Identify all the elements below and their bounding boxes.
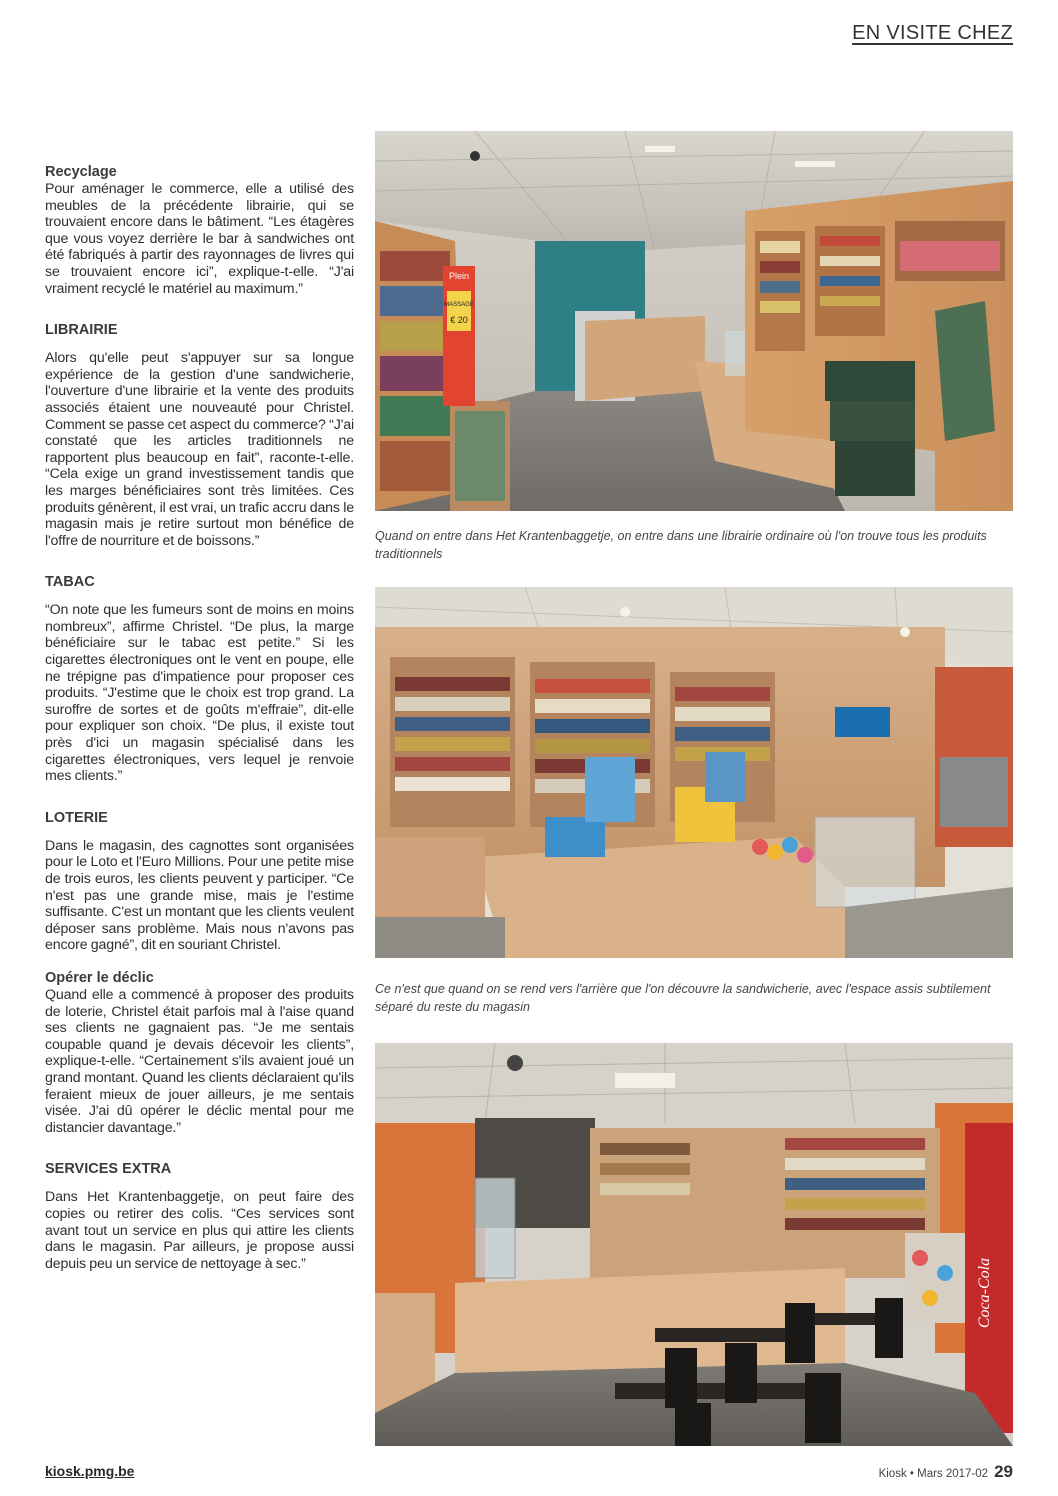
photo-sandwich-bar — [375, 1043, 1013, 1446]
section-paragraph: Dans Het Krantenbaggetje, on peut faire des copies ou retirer des colis. “Ces services sont avant tout un service en plus qui attire les clients dans le magasin. Par ailleurs, je propose aussi depuis peu un service de nettoyage à sec.” — [45, 1189, 354, 1272]
section-paragraph: Alors qu'elle peut s'appuyer sur sa longue expérience de la gestion d'une sandwicherie, l'ouverture d'une librairie et la vente des produits associés étaient une nouveauté pour Christel. Comment se passe cet aspect du commerce? “J'ai constaté que les articles traditionnels ne rapportent plus beaucoup en fait”, raconte-t-elle. “Cela exige un grand investissement tandis que les marges bénéficiaires sont très limitées. Ces produits génèrent, il est vrai, un trafic accru dans le magasin mais je retire surtout mon bénéfice de l'offre de nourriture et de boissons.” — [45, 350, 354, 549]
section-paragraph: Dans le magasin, des cagnottes sont organisées pour le Loto et l'Euro Millions. Pour une petite mise de trois euros, les clients peuvent y participer. “Ce n'est pas une grande mise, mais je l'estime suffisante. C'est un montant que les clients veulent déposer sans problème. Mais nous n'avons pas encore gagné”, dit en souriant Christel. — [45, 837, 354, 954]
section-title: LOTERIE — [45, 809, 108, 826]
section-title: SERVICES EXTRA — [45, 1161, 172, 1178]
ad-text-massage: MASSAGE — [444, 302, 474, 308]
section-recyclage — [45, 163, 354, 297]
section-librairie — [45, 321, 354, 549]
page-number: 29 — [994, 1462, 1013, 1481]
publication-info: Kiosk • Mars 2017-02 — [878, 1468, 989, 1480]
article-body — [45, 163, 354, 1272]
section-services — [45, 1160, 354, 1272]
footer-publication — [879, 1462, 1013, 1482]
ad-text-price: € 20 — [450, 315, 468, 325]
photo-tobacco-counter — [375, 587, 1013, 958]
section-paragraph: Pour aménager le commerce, elle a utilisé des meubles de la précédente librairie, qui se trouvaient encore dans le bâtiment. “Les étagères que vous voyez derrière le bar à sandwiches ont été fabriqués à partir des rayonnages de livres qui se trouvaient encore ici”, explique-t-elle. “J'ai vraiment recyclé le matériel au maximum.” — [45, 181, 354, 297]
photo-caption: Quand on entre dans Het Krantenbaggetje, on entre dans une librairie ordinaire où l'on trouve tous les produits traditionnels — [375, 529, 987, 561]
section-loterie — [45, 809, 354, 954]
photo-shop-entrance — [375, 131, 1013, 511]
section-title: Recyclage — [45, 164, 117, 180]
fridge-logo: Coca-Cola — [976, 1257, 993, 1329]
section-declic — [45, 969, 354, 1136]
section-paragraph: “On note que les fumeurs sont de moins en moins nombreux”, affirme Christel. “De plus, la marge bénéficiaire sur le tabac est petite.” Si les cigarettes électroniques ont le vent en poupe, elle ne trépigne pas d'impatience pour proposer ces produits. “J'estime que le choix est trop grand. La suroffre de sortes et de goûts m'effraie”, dit-elle pour expliquer son choix. “De plus, il existe tout près d'ici un magasin spécialisé dans les cigarettes électroniques, vers lequel je renvoie mes clients.” — [45, 602, 354, 785]
ad-text-plein: Plein — [448, 271, 470, 281]
section-tabac — [45, 573, 354, 785]
section-title: Opérer le déclic — [45, 969, 154, 986]
section-title: LIBRAIRIE — [45, 322, 118, 339]
section-label: EN VISITE CHEZ — [852, 22, 1013, 44]
section-paragraph: Quand elle a commencé à proposer des produits de loterie, Christel était parfois mal à l'aise quand ses clients ne gagnaient pas. “Je me sentais coupable quand je devais décevoir les clients”, explique-t-elle. “Certainement s'ils avaient joué un grand montant. Quand les clients déclaraient qu'ils feraient mieux de jouer ailleurs, je me sentais visée. J'ai dû opérer le déclic mental pour me distancier davantage.” — [45, 986, 354, 1136]
photo-caption: Ce n'est que quand on se rend vers l'arrière que l'on découvre la sandwicherie, avec l'espace assis subtilement séparé du reste du magasin — [375, 982, 991, 1014]
footer-url-link[interactable]: kiosk.pmg.be — [45, 1463, 135, 1479]
section-title: TABAC — [45, 574, 95, 591]
